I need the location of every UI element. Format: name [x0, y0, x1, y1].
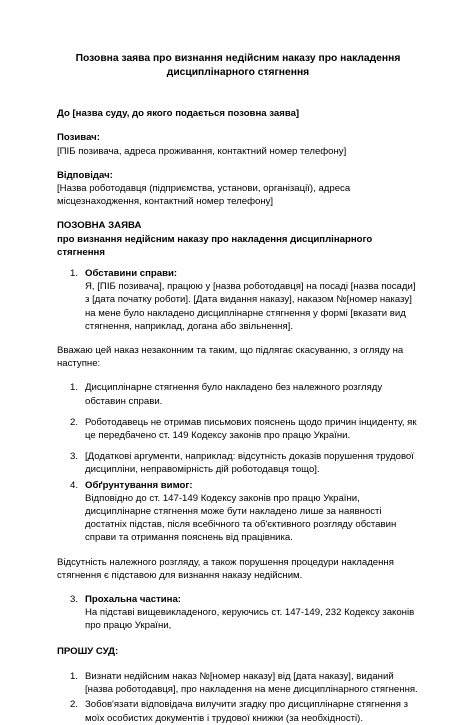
list-item-text: [Додаткові аргументи, наприклад: відсутність доказів порушення трудової дисципліни, неправомірність дій роботодавця тощо].	[85, 451, 414, 476]
intro-paragraph: Вважаю цей наказ незаконним та таким, що підлягає скасуванню, з огляду на наступне:	[57, 345, 404, 370]
list-item-number: 3.	[70, 451, 79, 463]
section1-list	[57, 267, 419, 333]
claim-heading: ПОЗОВНА ЗАЯВА	[57, 220, 142, 232]
defendant-block	[57, 169, 419, 209]
list-item-number: 2.	[70, 416, 79, 428]
defendant-heading: Відповідач:	[57, 169, 113, 181]
section1-number: 1.	[70, 268, 79, 280]
document-title: Позовна заява про визнання недійсним наказу про накладення дисциплінарного стягнення	[75, 53, 401, 78]
summary-paragraph: Відсутність належного розгляду, а також порушення процедури накладення стягнення є підставою для визнання наказу недійсним.	[57, 556, 394, 581]
section1-text: Я, [ПІБ позивача], працюю у [назва роботодавця] на посаді [назва посади] з [дата початку роботи]. [Дата видання наказу], наказом №[номер наказу] на мене було накладено дисциплінарне стягнення у формі [вказати вид стягнення, наприклад, догана або звільнення].	[85, 281, 416, 332]
list-item	[57, 416, 419, 442]
list-item-number: 2.	[70, 699, 79, 711]
list-item-text: Відповідно до ст. 147-149 Кодексу законів про працю України, дисциплінарне стягнення може бути накладено лише за наявності достатніх підстав, після всебічного та об'єктивного розгляду обставин справи та отримання пояснень від працівника.	[85, 492, 397, 544]
plaintiff-block	[57, 131, 419, 157]
plaintiff-heading: Позивач:	[57, 132, 100, 144]
list-item-text: Визнати недійсним наказ №[номер наказу] від [дата наказу], виданий [назва роботодавця], про накладення на мене дисциплінарного стягнення.	[85, 670, 418, 696]
list-item-text: Дисциплінарне стягнення було накладено без належного розгляду обставин справи.	[85, 382, 383, 407]
list-item	[57, 450, 419, 476]
defendant-text: [Назва роботодавця (підприємства, установи, організації), адреса місцезнаходження, контактний номер телефону]	[57, 183, 351, 208]
list-item	[57, 670, 419, 696]
section3-item	[57, 593, 419, 633]
list-item-text: Зобов'язати відповідача вилучити згадку про дисциплінарне стягнення з моїх особистих документів і трудової книжки (за необхідності).	[85, 699, 409, 724]
list-item-number: 4.	[70, 479, 79, 491]
section1-item	[57, 267, 419, 333]
list-item	[57, 479, 419, 545]
requests-list	[57, 670, 419, 725]
reasons-list	[57, 381, 419, 544]
list-item-number: 1.	[70, 670, 79, 682]
section3-list	[57, 593, 419, 633]
plaintiff-text: [ПІБ позивача, адреса проживання, контактний номер телефону]	[57, 145, 347, 157]
list-item	[57, 698, 419, 724]
court-line: До [назва суду, до якого подається позовна заява]	[57, 108, 300, 120]
list-item-number: 1.	[70, 382, 79, 394]
section3-heading: Прохальна частина:	[85, 594, 181, 606]
list-item-text: Роботодавець не отримав письмових пояснень щодо причин інциденту, як це передбачено ст. 149 Кодексу законів про працю України.	[85, 416, 417, 442]
claim-heading-block	[57, 219, 419, 259]
section3-text: На підставі вищевикладеного, керуючись ст. 147-149, 232 Кодексу законів про працю України,	[85, 607, 415, 632]
claim-subheading: про визнання недійсним наказу про накладення дисциплінарного стягнення	[57, 233, 373, 258]
section3-number: 3.	[70, 594, 79, 606]
section1-heading: Обставини справи:	[85, 268, 178, 280]
request-heading: ПРОШУ СУД:	[57, 645, 119, 657]
list-item-heading: Обґрунтування вимог:	[85, 479, 193, 491]
list-item	[57, 381, 419, 407]
